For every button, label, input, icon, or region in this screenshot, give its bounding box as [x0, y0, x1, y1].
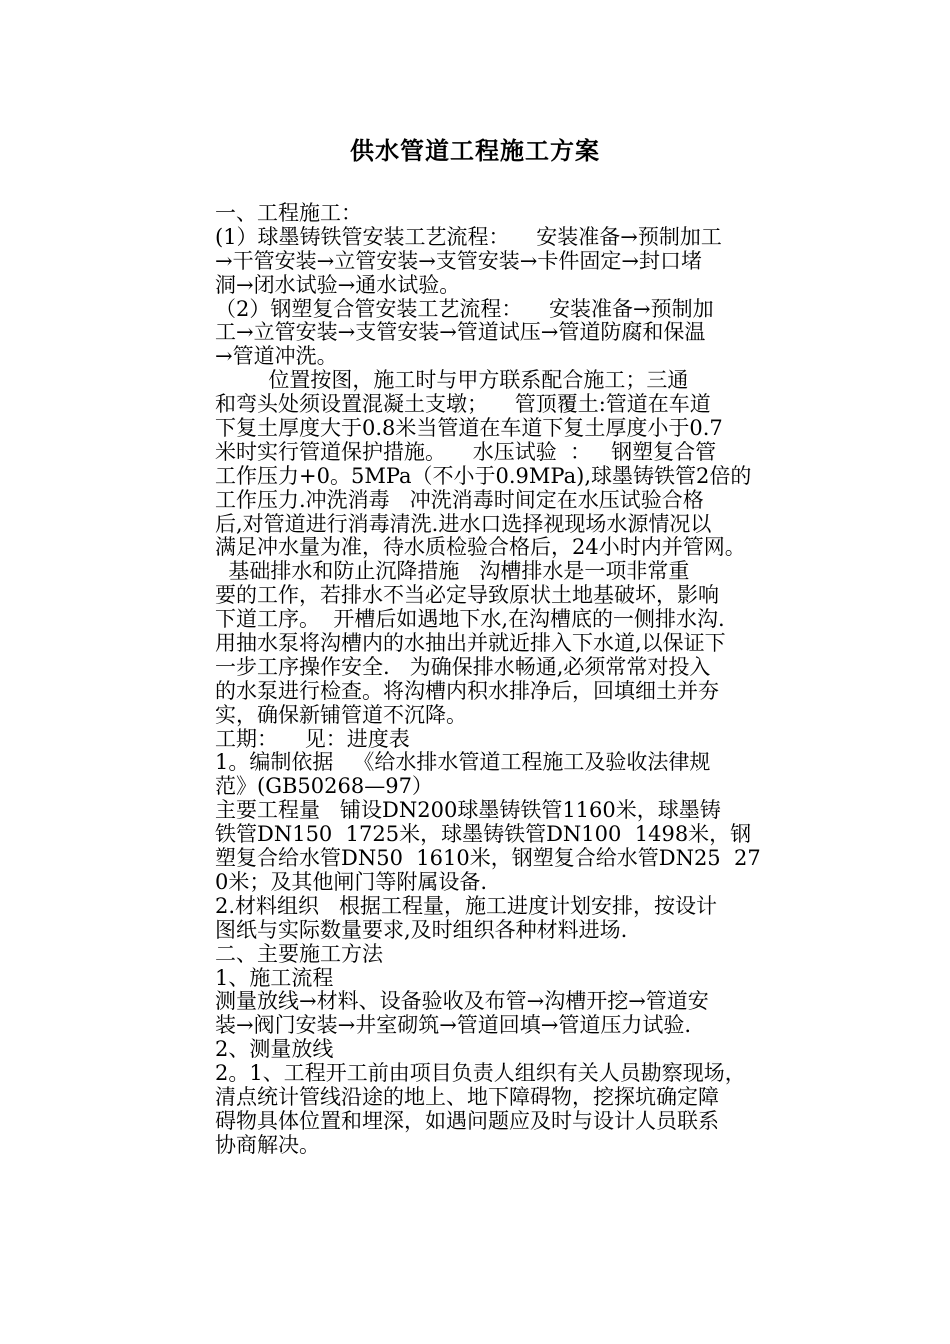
text-line: 工作压力.冲洗消毒 冲洗消毒时间定在水压试验合格: [215, 487, 704, 512]
text-line: 主要工程量 铺设DN200球墨铸铁管1160米，球墨铸: [215, 798, 721, 823]
text-line: 和弯头处须设置混凝土支墩； 管顶覆土:管道在车道: [215, 392, 711, 417]
text-line: 工作压力+0。5MPa（不小于0.9MPa),球墨铸铁管2倍的: [215, 463, 752, 488]
text-line: 图纸与实际数量要求,及时组织各种材料进场.: [215, 917, 628, 942]
text-line: 要的工作，若排水不当必定导致原状土地基破坏，影响: [215, 583, 719, 608]
text-line: 下复土厚度大于0.8米当管道在车道下复土厚度小于0.7: [215, 416, 723, 441]
document-body: [215, 202, 815, 1158]
text-line: →干管安装→立管安装→支管安装→卡件固定→封口堵: [215, 248, 702, 273]
text-line: 范》(GB50268—97）: [215, 774, 433, 799]
text-line: 后,对管道进行消毒清洗.进水口选择视现场水源情况以: [215, 511, 712, 536]
text-line: 清点统计管线沿途的地上、地下障碍物，挖探坑确定障: [215, 1084, 719, 1109]
text-line: (1）球墨铸铁管安装工艺流程： 安装准备→预制加工: [215, 224, 722, 249]
text-line: 铁管DN150 1725米，球墨铸铁管DN100 1498米，钢: [215, 822, 752, 847]
text-line: →管道冲洗。: [215, 344, 338, 369]
text-line: 工期： 见：进度表: [215, 726, 410, 751]
text-line: 工→立管安装→支管安装→管道试压→管道防腐和保温: [215, 320, 706, 345]
text-line: 2。1、工程开工前由项目负责人组织有关人员勘察现场，: [215, 1061, 746, 1086]
text-line: 装→阀门安装→井室砌筑→管道回填→管道压力试验.: [215, 1013, 692, 1038]
text-line: 位置按图，施工时与甲方联系配合施工；三通: [215, 368, 689, 393]
text-line: 实，确保新铺管道不沉降。: [215, 702, 467, 727]
text-line: 米时实行管道保护措施。 水压试验 ： 钢塑复合管: [215, 439, 717, 464]
text-line: 洞→闭水试验→通水试验。: [215, 272, 461, 297]
text-line: 协商解决。: [215, 1132, 320, 1157]
text-line: 碍物具体位置和埋深，如遇问题应及时与设计人员联系: [215, 1108, 719, 1133]
text-line: 2.材料组织 根据工程量，施工进度计划安排，按设计: [215, 893, 718, 918]
text-line: 1、施工流程: [215, 965, 334, 990]
text-line: 塑复合给水管DN50 1610米，钢塑复合给水管DN25 27: [215, 846, 761, 871]
text-line: 二、主要施工方法: [215, 941, 383, 966]
text-line: 满足冲水量为准，待水质检验合格后，24小时内并管网。: [215, 535, 746, 560]
text-line: 的水泵进行检查。将沟槽内积水排净后，回填细土并夯: [215, 678, 719, 703]
text-line: 2、测量放线: [215, 1037, 334, 1062]
text-line: 用抽水泵将沟槽内的水抽出并就近排入下水道,以保证下: [215, 631, 726, 656]
text-line: 0米；及其他闸门等附属设备.: [215, 869, 488, 894]
text-line: 下道工序。 开槽后如遇地下水,在沟槽底的一侧排水沟.: [215, 607, 725, 632]
text-line: 1。编制依据 《给水排水管道工程施工及验收法律规: [215, 750, 711, 775]
text-line: 一步工序操作安全. 为确保排水畅通,必须常常对投入: [215, 654, 711, 679]
text-line: 基础排水和防止沉降措施 沟槽排水是一项非常重: [215, 559, 690, 584]
text-line: 测量放线→材料、设备验收及布管→沟槽开挖→管道安: [215, 989, 709, 1014]
text-line: 一、工程施工：: [215, 201, 362, 225]
document-title: 供水管道工程施工方案: [350, 136, 600, 165]
text-line: （2）钢塑复合管安装工艺流程： 安装准备→预制加: [215, 296, 714, 321]
